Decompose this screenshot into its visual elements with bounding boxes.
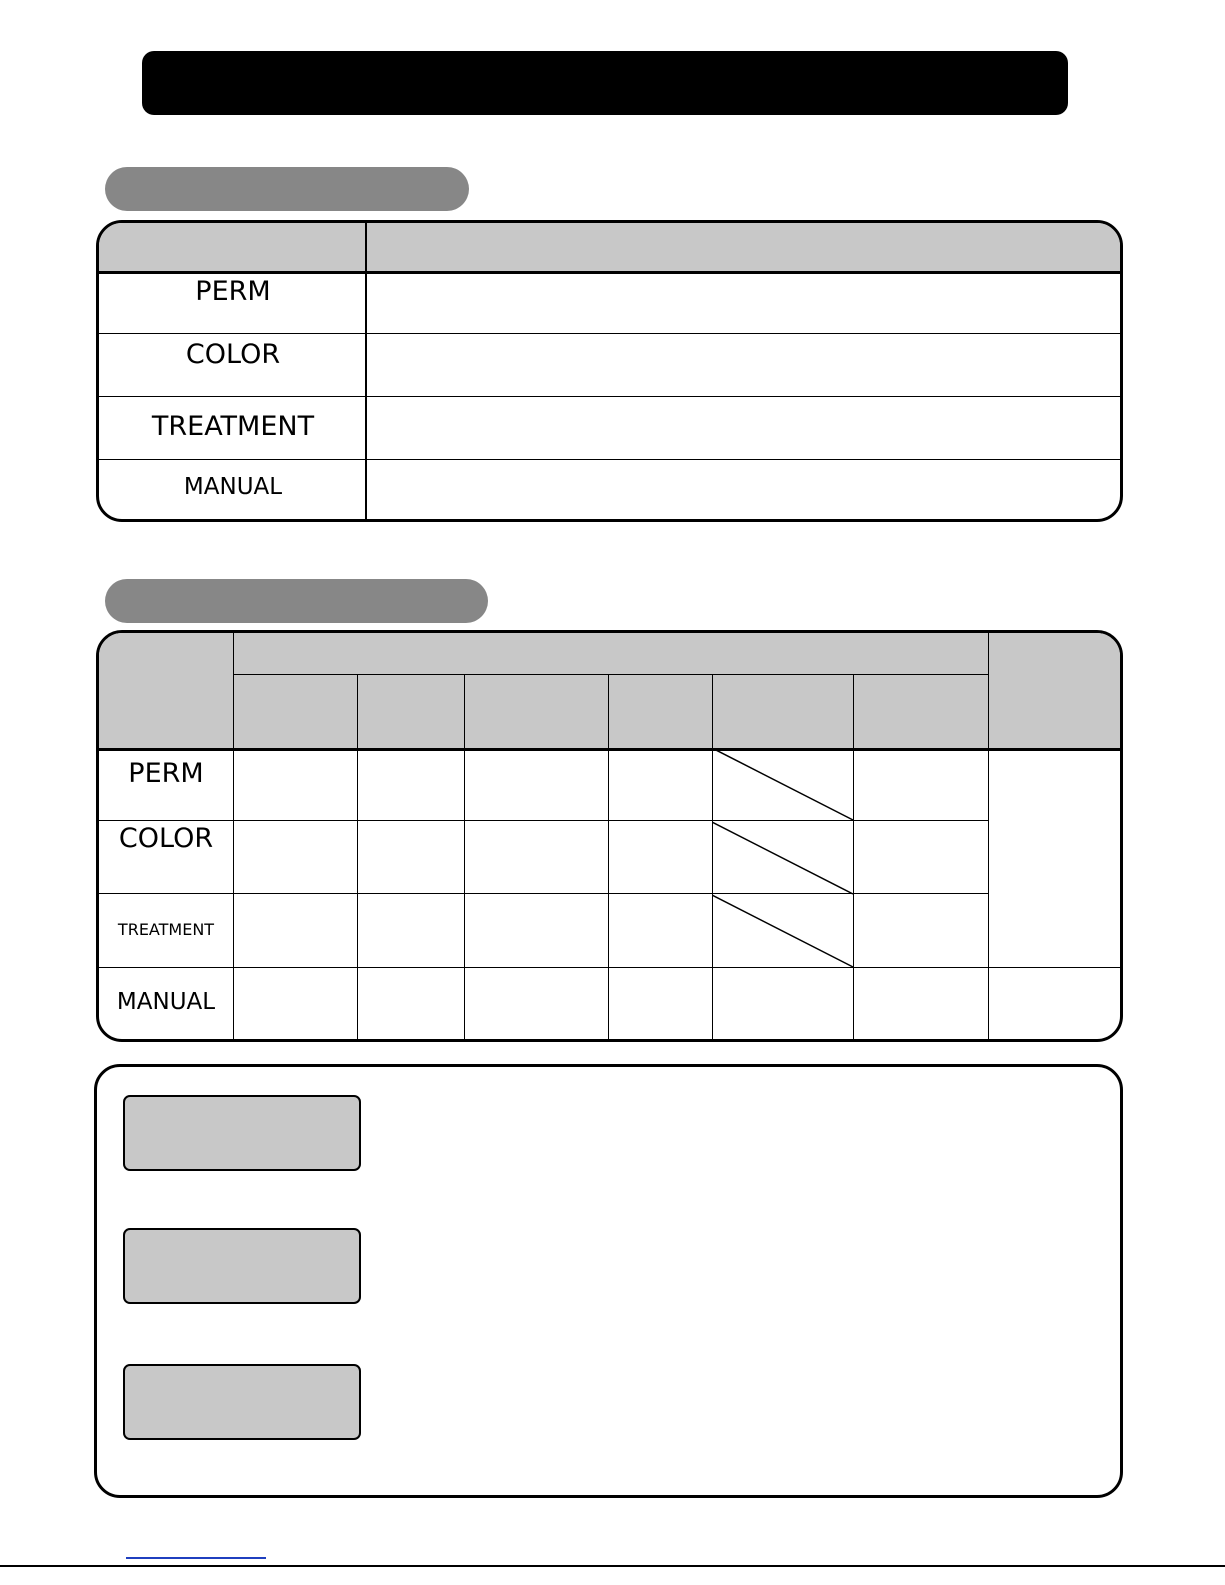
footer-rule	[0, 1565, 1225, 1567]
section-header-2	[105, 579, 488, 623]
diagonal-mark-treatment	[712, 895, 853, 967]
column-divider	[233, 633, 234, 1039]
program-label-perm: PERM	[195, 276, 271, 307]
not-applicable-marks	[712, 748, 854, 968]
header-subdivider	[233, 674, 989, 675]
program-label-manual: MANUAL	[183, 474, 283, 500]
column-divider	[464, 674, 465, 1039]
button-2[interactable]	[123, 1228, 361, 1304]
button-description-box	[94, 1064, 1123, 1498]
diagonal-mark-color	[712, 822, 853, 894]
row-divider	[99, 967, 1123, 968]
settings-label-color: COLOR	[118, 823, 214, 854]
button-3[interactable]	[123, 1364, 361, 1440]
row-divider	[99, 893, 988, 894]
column-divider	[988, 633, 989, 1039]
settings-table-header	[99, 633, 1120, 751]
button-1[interactable]	[123, 1095, 361, 1171]
settings-table	[96, 630, 1123, 1042]
settings-label-perm: PERM	[128, 758, 204, 789]
program-table-header	[99, 223, 1120, 274]
program-label-color: COLOR	[185, 339, 281, 370]
row-divider	[99, 333, 1120, 334]
footer-link-underline[interactable]	[126, 1557, 266, 1559]
title-bar	[142, 51, 1068, 115]
row-divider	[99, 820, 988, 821]
column-divider	[608, 674, 609, 1039]
row-divider	[99, 459, 1120, 460]
diagonal-mark-perm	[712, 748, 853, 820]
section-header-1	[105, 167, 469, 211]
settings-label-manual: MANUAL	[116, 989, 216, 1015]
settings-label-treatment: TREATMENT	[117, 920, 215, 939]
program-table	[96, 220, 1123, 522]
column-divider	[357, 674, 358, 1039]
program-label-treatment: TREATMENT	[151, 411, 315, 442]
row-divider	[99, 396, 1120, 397]
